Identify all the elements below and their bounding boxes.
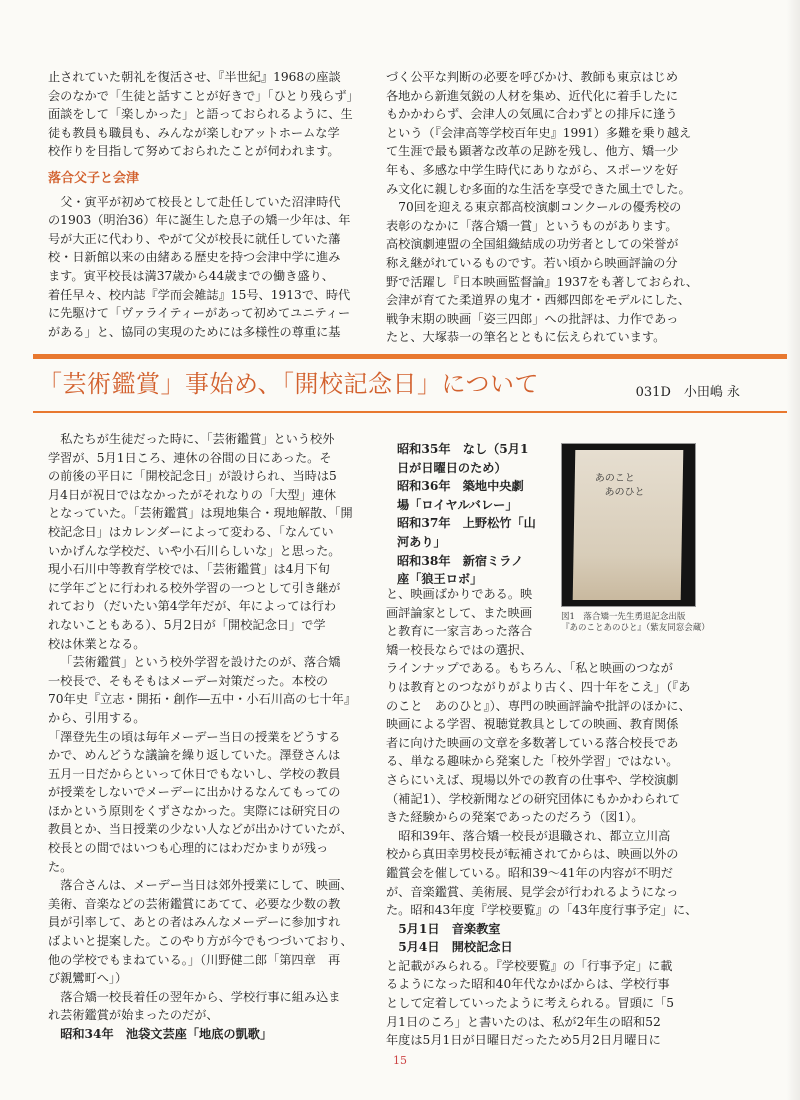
text-line: りは教育とのつながりがより古く、四十年をこえ」（『あ bbox=[386, 679, 691, 694]
page-number: 15 bbox=[393, 1054, 407, 1067]
text-line: いかげんな学校だ、いや小石川らしいな」と思った。 bbox=[48, 543, 341, 558]
text-line: 表彰のなかに「落合矯一賞」というものがあります。 bbox=[386, 218, 678, 233]
bottom-left-column bbox=[48, 430, 378, 1044]
mayday-paragraph bbox=[48, 653, 378, 727]
schedule-paragraph bbox=[386, 957, 714, 1050]
section-title: 「芸術鑑賞」事始め、「開校記念日」について bbox=[38, 370, 540, 398]
text-line: 一校長で、そもそもはメーデー対策だった。本校の bbox=[48, 673, 329, 688]
text-line: 「芸術鑑賞」という校外学習を設けたのが、落合矯 bbox=[60, 655, 341, 670]
text-line: 70年史『立志・開拓・創作―五中・小石川高の七十年』 bbox=[48, 692, 357, 707]
text-line: 教員とか、当日授業の少ない人などが出かけていたが、 bbox=[48, 822, 353, 837]
top-right-column bbox=[386, 68, 712, 347]
text-line: る、単なる趣味から発案した「校外学習」ではない。 bbox=[386, 754, 679, 769]
section-author: 031D 小田嶋 永 bbox=[635, 385, 740, 400]
text-line: た。昭和43年度『学校要覧』の「43年度行事予定」に、 bbox=[386, 903, 698, 918]
text-line: 現小石川中等教育学校では、「芸術鑑賞」は4月下旬 bbox=[48, 562, 330, 577]
text-line: づく公平な判断の必要を呼びかけ、教師も東京はじめ bbox=[386, 70, 679, 84]
text-line: て生涯で最も顕著な改革の足跡を残し、他方、矯一少 bbox=[386, 144, 679, 159]
text-line: 他の学校でもまねている。」（川野健二郎「第四章 再 bbox=[48, 952, 341, 967]
caption-line: 図1 落合矯一先生勇退記念出版 bbox=[561, 612, 686, 622]
narrow-paragraph bbox=[386, 585, 552, 659]
text-line: 落合さんは、メーデー当日は郊外授業にして、映画、 bbox=[60, 878, 353, 893]
text-line: 号が大正に代わり、やがて父が校長に就任していた藩 bbox=[48, 231, 341, 246]
program-item: 河あり」 bbox=[397, 534, 446, 549]
program-item: 昭和36年 築地中央劇 bbox=[397, 479, 524, 494]
text-line: と、映画ばかりである。映 bbox=[386, 587, 533, 601]
event-item: 5月1日 音楽教室 bbox=[398, 921, 501, 936]
text-line: 落合矯一校長着任の翌年から、学校行事に組み込ま bbox=[60, 989, 341, 1004]
text-line: び親鸞町へ」） bbox=[48, 971, 128, 986]
text-line: がある」と、協同の実現のためには多様性の尊重に基 bbox=[48, 324, 341, 339]
text-line: 矯一校長ならではの選択、 bbox=[386, 642, 533, 657]
text-line: かで、めんどうな議論を繰り返していた。澤登さんは bbox=[48, 748, 341, 763]
text-line: み文化に親しむ多面的な生活を享受できた風土でした。 bbox=[386, 181, 691, 196]
text-line: 70回を迎える東京都高校演劇コンクールの優秀校の bbox=[398, 200, 682, 215]
bottom-right-column bbox=[386, 585, 714, 1050]
text-line: 映画による学習、視聴覚教具としての映画、教育関係 bbox=[386, 717, 679, 732]
text-line: 高校演劇連盟の全国組織結成の功労者としての栄誉が bbox=[386, 237, 679, 252]
text-line: た。 bbox=[48, 859, 73, 874]
program-item-s34: 昭和34年 池袋文芸座「地底の凱歌」 bbox=[60, 1027, 273, 1041]
text-line: 年度は5月1日が日曜日だったため5月2日月曜日に bbox=[386, 1033, 661, 1048]
text-line: 学習が、5月1日ころ、連休の谷間の日にあった。そ bbox=[48, 450, 332, 465]
text-line: 校作りを目指して努めておられたことが伺われます。 bbox=[48, 144, 340, 159]
text-line: 五月一日だからといって休日でもないし、学校の教員 bbox=[48, 766, 341, 781]
text-line: 者に向けた映画の文章を多数著している落合校長であ bbox=[386, 735, 679, 750]
text-line: 月4日が祝日ではなかったがそれなりの「大型」連休 bbox=[48, 487, 337, 502]
text-line: が授業をしないでメーデーに出かけるなんてもっての bbox=[48, 785, 341, 800]
text-line: から、引用する。 bbox=[48, 710, 146, 725]
award-paragraph bbox=[386, 198, 712, 347]
text-line: 称え継がれているものです。若い頃から映画評論の分 bbox=[386, 255, 678, 270]
program-item: 昭和37年 上野松竹「山 bbox=[397, 516, 536, 531]
text-line: 員が引率して、あとの者はみんなメーデーに参加すれ bbox=[48, 915, 341, 930]
text-line: の前後の平日に「開校記念日」が設けられ、当時は5 bbox=[48, 469, 337, 484]
text-line: 美術、音楽などの芸術鑑賞にあてて、必要な少数の教 bbox=[48, 896, 341, 911]
text-line: れないこともある）、5月2日が「開校記念日」で学 bbox=[48, 617, 326, 632]
text-line: 校記念日」はカレンダーによって変わる、「なんてい bbox=[48, 524, 334, 539]
lineup-paragraph bbox=[386, 659, 714, 826]
start-paragraph bbox=[48, 988, 378, 1044]
program-item: 日が日曜日のため） bbox=[397, 460, 507, 475]
ochiai-paragraph bbox=[48, 193, 373, 342]
text-line: 会津が育てた柔道界の鬼才・西郷四郎をモデルにした、 bbox=[386, 293, 691, 308]
text-line: 月1日のころ」と書いたのは、私が2年生の昭和52 bbox=[386, 1014, 661, 1029]
text-line: 「澤登先生の頃は毎年メーデー当日の授業をどうする bbox=[48, 729, 341, 744]
book-photo bbox=[561, 443, 696, 607]
text-line: と教育に一家言あった落合 bbox=[386, 624, 533, 639]
aizu-paragraph bbox=[386, 68, 712, 198]
text-line: 面談をして「楽しかった」と語っておられるように、生 bbox=[48, 107, 353, 122]
text-line: ラインナップである。もちろん、「私と映画のつなが bbox=[386, 661, 673, 676]
program-list bbox=[397, 440, 543, 589]
text-line: 着任早々、校内誌『学而会雑誌』15号、1913で、時代 bbox=[48, 287, 351, 302]
text-line: 私たちが生徒だった時に、「芸術鑑賞」という校外 bbox=[60, 432, 335, 446]
text-line: のこと あのひと』）、専門の映画評論や批評のほかに、 bbox=[386, 698, 691, 713]
text-line: となっていた。「芸術鑑賞」は現地集合・現地解散、「開 bbox=[48, 506, 353, 521]
text-line: 校は休業となる。 bbox=[48, 636, 146, 651]
program-item: 座「狼王ロボ」 bbox=[397, 572, 483, 587]
program-item: 場「ロイヤルバレー」 bbox=[397, 497, 518, 512]
text-line: 止されていた朝礼を復活させ、『半世紀』1968の座談 bbox=[48, 70, 341, 84]
text-line: に先駆けて「ヴァライティーがあって初めてユニティー bbox=[48, 306, 351, 321]
text-line: が、音楽鑑賞、美術展、見学会が行われるようになっ bbox=[386, 884, 679, 899]
intro-paragraph bbox=[48, 68, 373, 161]
text-line: るようになった昭和40年代なかばからは、学校行事 bbox=[386, 977, 670, 992]
book-cover bbox=[573, 450, 684, 600]
text-line: と記載がみられる。『学校要覧』の「行事予定」に載 bbox=[386, 958, 673, 973]
text-line: さらにいえば、現場以外での教育の仕事や、学校演劇 bbox=[386, 772, 679, 787]
text-line: 年も、多感な中学生時代にありながら、スポーツを好 bbox=[386, 162, 679, 177]
retirement-paragraph bbox=[386, 827, 714, 957]
text-line: 徒も教員も職員も、みんなが楽しむアットホームな学 bbox=[48, 125, 340, 140]
text-line: 各地から新進気鋭の人材を集め、近代化に着手したに bbox=[386, 88, 679, 103]
section-rule-bottom bbox=[33, 411, 787, 413]
text-line: 校・日新館以来の由緒ある歴史を持つ会津中学に進み bbox=[48, 250, 341, 265]
caption-line: 『あのことあのひと』（紫友同窓会蔵） bbox=[561, 623, 710, 633]
text-line: たと、大塚恭一の筆名とともに伝えられています。 bbox=[386, 330, 666, 345]
book-title-line: あのひと bbox=[604, 487, 645, 498]
intro-paragraph-art bbox=[48, 430, 378, 653]
text-line: 会のなかで「生徒と話すことが好きで」「ひとり残らず」 bbox=[48, 88, 359, 103]
text-line: に学年ごとに行われる校外学習の一つとして引き継が bbox=[48, 580, 341, 595]
text-line: 昭和39年、落合矯一校長が退職され、都立立川高 bbox=[398, 828, 671, 843]
top-left-column bbox=[48, 68, 373, 341]
book-title-line: あのこと bbox=[594, 473, 635, 484]
text-line: （補記1）、学校新聞などの研究団体にもかかわられて bbox=[386, 791, 681, 806]
text-line: きた経験からの発案であったのだろう（図1）。 bbox=[386, 810, 644, 825]
text-line: れており（だいたい第4学年だが、年によっては行わ bbox=[48, 599, 337, 614]
text-line: 校から真田幸男校長が転補されてからは、映画以外の bbox=[386, 847, 679, 862]
text-line: 戦争末期の映画「姿三四郎」への批評は、力作であっ bbox=[386, 311, 679, 326]
event-item: 5月4日 開校記念日 bbox=[398, 940, 513, 955]
text-line: という（『会津高等学校百年史』1991）多難を乗り越え bbox=[386, 125, 692, 140]
text-line: 鑑賞会を催している。昭和39～41年の内容が不明だ bbox=[386, 865, 673, 880]
program-item: 昭和38年 新宿ミラノ bbox=[397, 553, 524, 568]
quote-block bbox=[48, 728, 378, 988]
text-line: 画評論家として、また映画 bbox=[386, 605, 533, 620]
text-line: ます。寅平校長は満37歳から44歳までの働き盛り、 bbox=[48, 268, 334, 283]
book-title bbox=[594, 472, 644, 500]
text-line: 校長との間ではいつも心理的にはわだかまりが残っ bbox=[48, 841, 329, 856]
text-line: ばよいと提案した。このやり方が今でもつづいており、 bbox=[48, 934, 353, 949]
text-line: ほかという原則をくずさなかった。実際には研究日の bbox=[48, 803, 341, 818]
subheading-ochiai: 落合父子と会津 bbox=[48, 170, 140, 186]
program-item: 昭和35年 なし（5月1 bbox=[397, 442, 529, 456]
text-line: れ芸術鑑賞が始まったのだが、 bbox=[48, 1008, 219, 1023]
text-line: もかかわらず、会津人の気風に合わずとの排斥に逢う bbox=[386, 107, 678, 122]
page-edge-shadow bbox=[786, 0, 800, 1100]
text-line: の1903（明治36）年に誕生した息子の矯一少年は、年 bbox=[48, 213, 351, 228]
text-line: 野で活躍し『日本映画監督論』1937をも著しておられ、 bbox=[386, 274, 699, 289]
text-line: として定着していったように考えられる。冒頭に「5 bbox=[386, 996, 675, 1011]
text-line: 父・寅平が初めて校長として赴任していた沼津時代 bbox=[60, 194, 341, 209]
section-rule-top bbox=[33, 354, 787, 359]
